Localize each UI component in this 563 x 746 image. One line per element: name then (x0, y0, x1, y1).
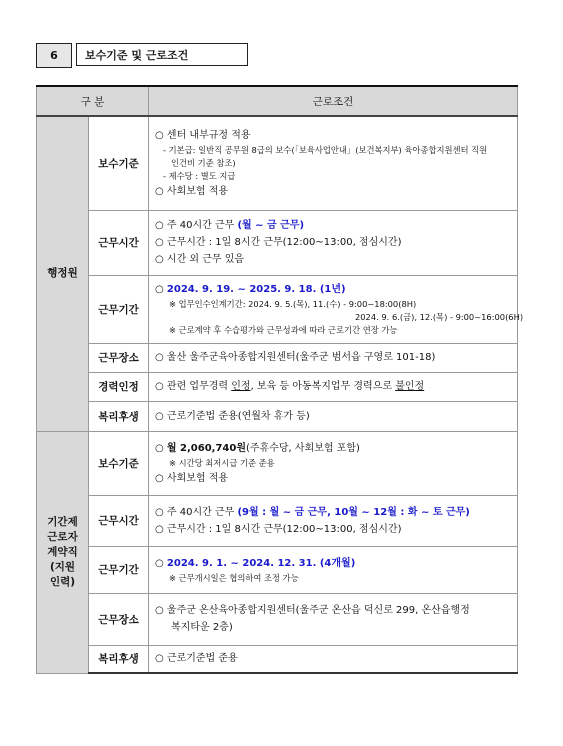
row-label-pay: 보수기준 (89, 431, 149, 495)
table-row (37, 546, 518, 593)
cond-note: 2024. 9. 6.(금), 12.(목) - 9:00~16:00(6H) (355, 312, 524, 322)
cond-line: ○ 근무시간 : 1일 8시간 근무(12:00~13:00, 점심시간) (155, 237, 402, 248)
group-line: 계약직 (47, 545, 78, 558)
cond-line: ○ 근로기준법 준용 (155, 653, 238, 665)
table-row (37, 431, 518, 495)
group-line: 근로자 (47, 530, 78, 543)
cond-note: ※ 업무인수인계기간: 2024. 9. 5.(목), 11.(수) - 9:00~18:00(8H) (169, 299, 417, 309)
cond-line (155, 440, 511, 457)
cond-text: ○ (155, 557, 167, 569)
cond-line: ○ 시간 외 근무 있음 (155, 254, 245, 265)
career-conditions (149, 372, 518, 401)
welfare-conditions (149, 401, 518, 431)
cond-highlight: 2024. 9. 19. ~ 2025. 9. 18. (1년) (166, 284, 346, 295)
cond-line: - 제수당 : 별도 지급 (163, 170, 236, 181)
group-line: 기간제 (47, 515, 78, 528)
group-contract (37, 431, 89, 673)
cond-text: ○ 관련 업무경력 (155, 381, 232, 392)
cond-line: 복지타운 2층) (171, 622, 233, 633)
table-header-row (37, 86, 518, 116)
place-conditions (149, 343, 518, 372)
pay-conditions (149, 431, 518, 495)
cond-line (155, 217, 511, 234)
welfare-conditions (149, 645, 518, 673)
cond-underline: 불인정 (395, 381, 425, 392)
cond-note: ※ 근무개시일은 협의하여 조정 가능 (169, 572, 299, 583)
header-conditions: 근로조건 (149, 86, 518, 116)
cond-line: ○ 근무시간 : 1일 8시간 근무(12:00~13:00, 점심시간) (155, 523, 402, 535)
period-conditions (149, 275, 524, 343)
cond-line: - 기본급: 일반직 공무원 8급의 보수(「보육사업안내」(보건복지부) 육아종합지원센터 직원 (163, 144, 488, 155)
cond-line: ○ 센터 내부규정 적용 (155, 129, 251, 141)
table-row (37, 401, 518, 431)
row-label-period: 근무기간 (89, 275, 149, 343)
group-line: 인력) (49, 575, 76, 588)
cond-bold: 월 2,060,740원 (166, 442, 247, 454)
header-category: 구 분 (37, 86, 149, 116)
cond-line: 인건비 기준 참조) (171, 157, 236, 168)
cond-text: ○ (155, 442, 167, 454)
row-label-hours: 근무시간 (89, 495, 149, 546)
cond-highlight: 2024. 9. 1. ~ 2024. 12. 31. (4개월) (166, 557, 356, 569)
cond-note: ※ 시간당 최저시급 기준 준용 (169, 457, 275, 468)
cond-text: ○ (155, 284, 167, 295)
cond-line: ○ 울산 울주군육아종합지원센터(울주군 범서읍 구영로 101-18) (155, 352, 436, 363)
conditions-table (36, 85, 524, 674)
pay-conditions (149, 116, 518, 210)
table-row (37, 372, 518, 401)
table-row (37, 343, 518, 372)
cond-underline: 인정 (231, 381, 251, 392)
cond-line: ○ 사회보험 적용 (155, 185, 229, 197)
row-label-career: 경력인정 (89, 372, 149, 401)
table-row (37, 645, 518, 673)
row-label-place: 근무장소 (89, 593, 149, 645)
section-number: 6 (36, 43, 72, 68)
row-label-hours: 근무시간 (89, 210, 149, 275)
table-row (37, 116, 518, 210)
hours-conditions (149, 495, 518, 546)
cond-line (155, 504, 511, 521)
cond-text: (주휴수당, 사회보험 포함) (246, 442, 360, 454)
table-row (37, 275, 518, 343)
cond-line (155, 281, 511, 298)
cond-line: ○ 사회보험 적용 (155, 472, 229, 484)
cond-text: ○ 주 40시간 근무 (155, 220, 238, 231)
cond-highlight: (월 ~ 금 근무) (237, 220, 305, 231)
hours-conditions (149, 210, 518, 275)
cond-line: ○ 근로기준법 준용(연월차 휴가 등) (155, 410, 310, 422)
section-heading (36, 43, 248, 68)
cond-note: ※ 근로계약 후 수습평가와 근무성과에 따라 근로기간 연장 가능 (169, 325, 398, 335)
row-label-pay: 보수기준 (89, 116, 149, 210)
table-row (37, 593, 518, 645)
section-title: 보수기준 및 근로조건 (76, 43, 248, 66)
group-admin: 행정원 (37, 116, 89, 431)
cond-text: ○ 주 40시간 근무 (155, 506, 238, 518)
row-label-welfare: 복리후생 (89, 401, 149, 431)
table-row (37, 495, 518, 546)
row-label-welfare: 복리후생 (89, 645, 149, 673)
cond-highlight: (9월 : 월 ~ 금 근무, 10월 ~ 12월 : 화 ~ 토 근무) (237, 506, 470, 518)
cond-line (155, 378, 511, 395)
row-label-period: 근무기간 (89, 546, 149, 593)
cond-text: , 보육 등 아동복지업무 경력으로 (250, 381, 396, 392)
row-label-place: 근무장소 (89, 343, 149, 372)
period-conditions (149, 546, 518, 593)
cond-line: ○ 울주군 온산육아종합지원센터(울주군 온산읍 덕신로 299, 온산읍행정 (155, 605, 470, 616)
table-row (37, 210, 518, 275)
cond-line (155, 555, 511, 572)
place-conditions (149, 593, 518, 645)
group-line: (지원 (49, 560, 76, 573)
